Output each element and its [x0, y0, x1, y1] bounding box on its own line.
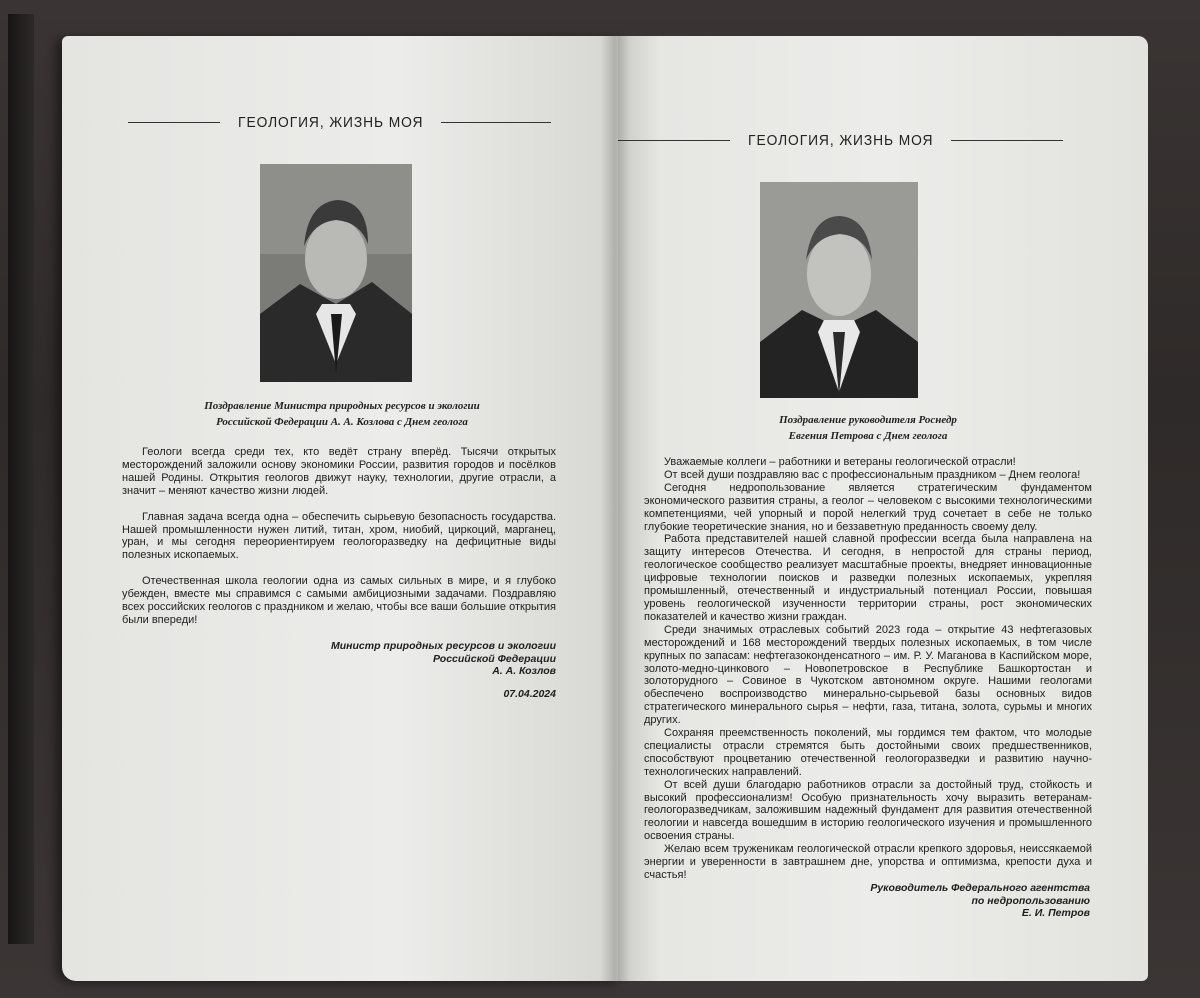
- right-caption: [648, 412, 1088, 444]
- section-title: ГЕОЛОГИЯ, ЖИЗНЬ МОЯ: [238, 114, 424, 131]
- paragraph: Главная задача всегда одна – обеспечить сырьевую безопасность государства. Нашей промышленности нужен литий, титан, хром, ниобий, циркоций, марганец, уран, и мы сегодня переориентируем геологоразведку на дефицитные виды полезных ископаемых.: [122, 510, 556, 562]
- book-gutter: [600, 36, 630, 981]
- paragraph: Желаю всем труженикам геологической отрасли крепкого здоровья, неиссякаемой энергии и уверенности в завтрашнем дне, упорства и оптимизма, крепости духа и счастья!: [644, 843, 1092, 881]
- right-signature: [778, 882, 1090, 920]
- paragraph: Среди значимых отраслевых событий 2023 года – открытие 43 нефтегазовых месторождений и 168 месторождений твердых полезных ископаемых, в том числе крупных по запасам: нефтегазоконденсатного – им. Р. У. Маганова в Каспийском море, золото-медно-цинкового – Новопетровское в Республике Башкортостан и золоторудного – Совиное в Чукотском автономном округе. Нашими геологами обеспечено воспроизводство минерально-сырьевой базы основных видов стратегического минерального сырья – нефти, газа, титана, золота, сурьмы и многих других.: [644, 623, 1092, 727]
- left-signature: [242, 640, 556, 700]
- portrait-photo-kozlov: [260, 164, 412, 382]
- left-page-header: [128, 114, 588, 131]
- caption-line: Российской Федерации А. А. Козлова с Днем геолога: [216, 416, 468, 428]
- right-page: [618, 36, 1148, 981]
- paragraph: Геологи всегда среди тех, кто ведёт страну вперёд. Тысячи открытых месторождений заложили основу экономики России, развития городов и посёлков нашей Родины. Открытия геологов движут науку, технологии, другие отрасли, а значит – меняют качество жизни людей.: [122, 446, 556, 497]
- paragraph: Отечественная школа геологии одна из самых сильных в мире, и я глубоко убежден, вместе мы справимся с самыми амбициозными задачами. Поздравляю всех российских геологов с праздником и желаю, чтобы все ваши большие открытия были впереди!: [122, 575, 556, 626]
- header-rule-right: [441, 122, 551, 123]
- section-title: ГЕОЛОГИЯ, ЖИЗНЬ МОЯ: [748, 132, 934, 149]
- caption-line: Поздравление Министра природных ресурсов и экологии: [204, 400, 480, 412]
- paragraph: От всей души благодарю работников отрасли за достойный труд, стойкость и высокий профессионализм! Особую признательность хочу выразить ветеранам-геологоразведчикам, заложившим надежный фундамент для развития отечественной геологии и навсегда вошедшим в историю геологического изучения и промышленного освоения страны.: [644, 778, 1092, 843]
- paragraph: Сегодня недропользование является стратегическим фундаментом экономического развития страны, а геолог – человеком с высокими технологическими компетенциями, чей упорный и порой нелегкий труд сочетает в себе не только глубокие теоретические знания, но и беззаветную преданность своему делу.: [644, 481, 1092, 533]
- paragraph: Работа представителей нашей славной профессии всегда была направлена на защиту интересов Отечества. И сегодня, в непростой для страны период, геологическое сообщество реализует масштабные проекты, внедряет инновационные цифровые технологии поисков и разведки полезных ископаемых, укрепляя промышленный, отечественный и индустриальный потенциал России, повышая уровень геологической изученности территории страны, рост экономических показателей и качество жизни граждан.: [644, 533, 1092, 623]
- magazine-spread: [40, 36, 1150, 981]
- table-edge-shadow: [8, 14, 34, 944]
- header-rule-right: [951, 140, 1063, 141]
- signature-line: Руководитель Федерального агентства: [870, 882, 1090, 894]
- paragraph: От всей души поздравляю вас с профессиональным праздником – Днем геолога!: [664, 468, 1081, 481]
- paragraph: Сохраняя преемственность поколений, мы гордимся тем фактом, что молодые специалисты отрасли стремятся быть достойными своих предшественников, способствуют процветанию отечественной геологоразведки и развитию научно-технологических направлений.: [644, 727, 1092, 778]
- right-body-text: [644, 456, 1092, 882]
- caption-line: Поздравление руководителя Роснедр: [779, 414, 957, 426]
- signature-line: Российской Федерации: [432, 652, 556, 665]
- signature-line: по недропользованию: [971, 894, 1090, 907]
- signature-date: 07.04.2024: [503, 687, 556, 700]
- left-body-text: [122, 446, 556, 627]
- header-rule-left: [618, 140, 730, 141]
- header-rule-left: [128, 122, 220, 123]
- paragraph: Уважаемые коллеги – работники и ветераны геологической отрасли!: [664, 456, 1016, 468]
- left-page: [62, 36, 622, 981]
- left-caption: [122, 398, 562, 430]
- signature-name: Е. И. Петров: [1021, 907, 1090, 919]
- caption-line: Евгения Петрова с Днем геолога: [788, 430, 948, 442]
- right-page-header: [618, 132, 1108, 149]
- portrait-photo-petrov: [760, 182, 918, 398]
- signature-name: А. А. Козлов: [492, 665, 556, 677]
- signature-line: Министр природных ресурсов и экологии: [331, 640, 556, 652]
